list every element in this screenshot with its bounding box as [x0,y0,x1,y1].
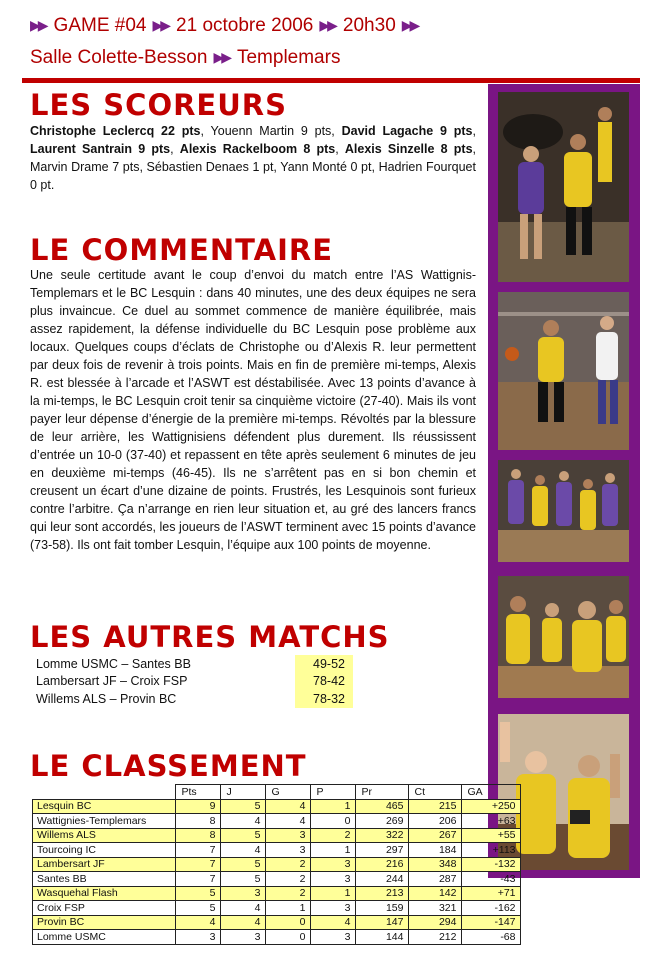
standings-cell: 269 [355,814,408,829]
standings-cell: 287 [408,872,461,887]
standings-team: Santes BB [33,872,176,887]
standings-cell: 4 [220,814,265,829]
scorer-entry: Marvin Drame 7 pts [30,160,140,174]
standings-cell: -68 [461,930,520,945]
double-arrow-icon: ▶▶ [401,17,418,33]
standings-team: Tourcoing IC [33,843,176,858]
standings-cell: 8 [175,814,220,829]
standings-cell: 8 [175,828,220,843]
photo-sidebar [488,84,640,878]
standings-row [33,872,521,887]
scorer-entry: Sébastien Denaes 1 pt [146,160,274,174]
match-row [32,673,353,691]
match-teams: Lomme USMC – Santes BB [36,656,191,671]
standings-row [33,886,521,901]
other-matches-table [32,655,353,708]
standings-team: Provin BC [33,915,176,930]
standings-cell: 5 [220,828,265,843]
scorer-entry: David Lagache 9 pts [341,124,473,138]
standings-cell: -147 [461,915,520,930]
match-score: 78-42 [295,673,353,691]
standings-cell: 1 [310,799,355,814]
standings-cell: 465 [355,799,408,814]
standings-cell: -162 [461,901,520,916]
game-photo-wide-action [498,460,629,562]
standings-cell: 1 [310,843,355,858]
standings-cell: 1 [310,886,355,901]
header-line-2 [30,42,630,74]
standings-row [33,814,521,829]
standings-corner [33,785,176,800]
match-row [32,690,353,708]
standings-cell: +113 [461,843,520,858]
standings-col-header: GA [461,785,520,800]
standings-cell: 5 [220,799,265,814]
standings-cell: -43 [461,872,520,887]
match-score: 78-32 [295,690,353,708]
standings-col-header: G [265,785,310,800]
game-photo-dribble [498,292,629,450]
standings-row [33,930,521,945]
standings-team: Lomme USMC [33,930,176,945]
standings-cell: 2 [265,886,310,901]
standings-cell: 213 [355,886,408,901]
standings-cell: 7 [175,843,220,858]
standings-cell: 3 [310,872,355,887]
double-arrow-icon: ▶▶ [30,17,46,33]
standings-cell: 348 [408,857,461,872]
double-arrow-icon: ▶▶ [152,17,169,33]
header-divider [22,78,640,83]
game-number: GAME #04 [53,15,147,36]
standings-title: LE CLASSEMENT [30,749,307,783]
standings-cell: 4 [175,915,220,930]
standings-col-header: Pr [355,785,408,800]
standings-cell: 5 [220,857,265,872]
scorers-list: Christophe Leclercq 22 pts, Youenn Martin 9 pts, David Lagache 9 pts, Laurent Santrain 9 pts, Alexis Rackelboom 8 pts, Alexis Sinzelle 8 pts, Marvin Drame 7 pts, Sébastien Denaes 1 pt, Yann Monté 0 pt, Hadrien Fourquet 0 pt. [30,124,477,192]
standings-cell: 4 [265,814,310,829]
standings-team: Lesquin BC [33,799,176,814]
standings-cell: +71 [461,886,520,901]
match-score: 49-52 [295,655,353,673]
standings-cell: +55 [461,828,520,843]
standings-table [32,784,521,945]
standings-cell: 244 [355,872,408,887]
standings-team: Wattignies-Templemars [33,814,176,829]
standings-cell: 322 [355,828,408,843]
game-photo-team-lineup [498,576,629,698]
standings-cell: 5 [175,886,220,901]
standings-col-header: Pts [175,785,220,800]
standings-cell: 5 [175,901,220,916]
scorer-entry: Hadrien Fourquet 0 pt [30,160,476,192]
standings-cell: 4 [220,901,265,916]
game-venue: Salle Colette-Besson [30,47,208,68]
standings-cell: +250 [461,799,520,814]
standings-cell: 1 [265,901,310,916]
standings-cell: 3 [175,930,220,945]
other-matches-title: LES AUTRES MATCHS [30,620,390,654]
match-teams: Willems ALS – Provin BC [36,691,177,706]
standings-cell: 144 [355,930,408,945]
standings-cell: 0 [310,814,355,829]
standings-cell: 5 [220,872,265,887]
standings-cell: 0 [265,930,310,945]
standings-team: Wasquehal Flash [33,886,176,901]
standings-team: Lambersart JF [33,857,176,872]
standings-cell: 297 [355,843,408,858]
standings-cell: 206 [408,814,461,829]
standings-cell: 184 [408,843,461,858]
commentary-title: LE COMMENTAIRE [30,233,334,267]
standings-cell: -132 [461,857,520,872]
standings-team: Croix FSP [33,901,176,916]
standings-cell: 4 [220,843,265,858]
header-line-1 [30,10,630,42]
standings-row [33,857,521,872]
standings-row [33,828,521,843]
standings-cell: 142 [408,886,461,901]
standings-cell: 7 [175,872,220,887]
standings-cell: 216 [355,857,408,872]
standings-cell: 3 [220,886,265,901]
game-date: 21 octobre 2006 [176,15,314,36]
standings-cell: 3 [265,843,310,858]
standings-cell: 3 [310,857,355,872]
standings-cell: 2 [310,828,355,843]
standings-col-header: P [310,785,355,800]
game-time: 20h30 [342,15,396,36]
standings-cell: 0 [265,915,310,930]
double-arrow-icon: ▶▶ [319,17,335,33]
standings-cell: 294 [408,915,461,930]
scorer-entry: Alexis Rackelboom 8 pts [179,142,336,156]
standings-row [33,799,521,814]
commentary-text: Une seule certitude avant le coup d’envoi du match entre l’AS Wattignis-Templemars et le BC Lesquin : dans 40 minutes, une des deux équipes ne sera plus invaincue. Ce duel au sommet commence de manière équilibrée, mais assez rapidement, la défense individuelle du BC Lesquin pose problème aux locaux. Quelques coups d’éclats de Christophe ou d’Alexis R. leur permettent par deux fois de revenir à trois points. Mais en fin de première mi-temps, Alexis R. est blessée à l’arcade et l’ASWT est déstabilisée. Avec 13 points d’avance à la mi-temps, le BC Lesquin croit tenir sa cinquième victoire (27-40). Mais ils vont payer leur dépense d’énergie de la première mi-temps. Révoltés par la blessure de leur arrière, les Wattignisiens défendent plus durement. Ils réussissent d’entrée un 10-0 (37-40) et repassent en tête après seulement 6 minutes de jeu en deuxième mi-temps (46-45). Ils ne s’arrêtent pas en si bon chemin et creusent un écart d’une dizaine de points. Frustrés, les Lesquinois sont furieux contre l’arbitre. Ça n’arrange en rien leur situation et, au gré des lancers francs qui leur sont accordés, les joueurs de l’ASWT terminent avec 15 points d’avance (73-58). Ils ont fait tomber Lesquin, l’équipe aux 100 points de moyenne. [30,268,476,552]
match-teams: Lambersart JF – Croix FSP [36,674,188,689]
scorer-entry: Alexis Sinzelle 8 pts [344,142,473,156]
standings-cell: 159 [355,901,408,916]
game-city: Templemars [236,47,341,68]
standings-cell: 2 [265,857,310,872]
standings-cell: 9 [175,799,220,814]
standings-cell: 147 [355,915,408,930]
standings-cell: 4 [220,915,265,930]
scorer-entry: Christophe Leclercq 22 pts [30,124,201,138]
standings-cell: 215 [408,799,461,814]
standings-col-header: Ct [408,785,461,800]
standings-cell: 267 [408,828,461,843]
scorers-title: LES SCOREURS [30,88,287,122]
standings-cell: 2 [265,872,310,887]
standings-cell: 3 [310,930,355,945]
scorer-entry: Yann Monté 0 pt [280,160,372,174]
standings-col-header: J [220,785,265,800]
match-row [32,655,353,673]
standings-cell: 4 [310,915,355,930]
standings-cell: 3 [265,828,310,843]
game-photo-jump-ball [498,92,629,282]
standings-cell: 4 [265,799,310,814]
scorer-entry: Laurent Santrain 9 pts [30,142,171,156]
match-header [30,10,630,74]
standings-row [33,843,521,858]
standings-cell: 3 [220,930,265,945]
standings-cell: 3 [310,901,355,916]
standings-cell: 7 [175,857,220,872]
standings-cell: 212 [408,930,461,945]
standings-cell: +63 [461,814,520,829]
standings-row [33,915,521,930]
standings-team: Willems ALS [33,828,176,843]
scorer-entry: Youenn Martin 9 pts [210,124,332,138]
standings-row [33,901,521,916]
double-arrow-icon: ▶▶ [213,49,229,65]
standings-cell: 321 [408,901,461,916]
